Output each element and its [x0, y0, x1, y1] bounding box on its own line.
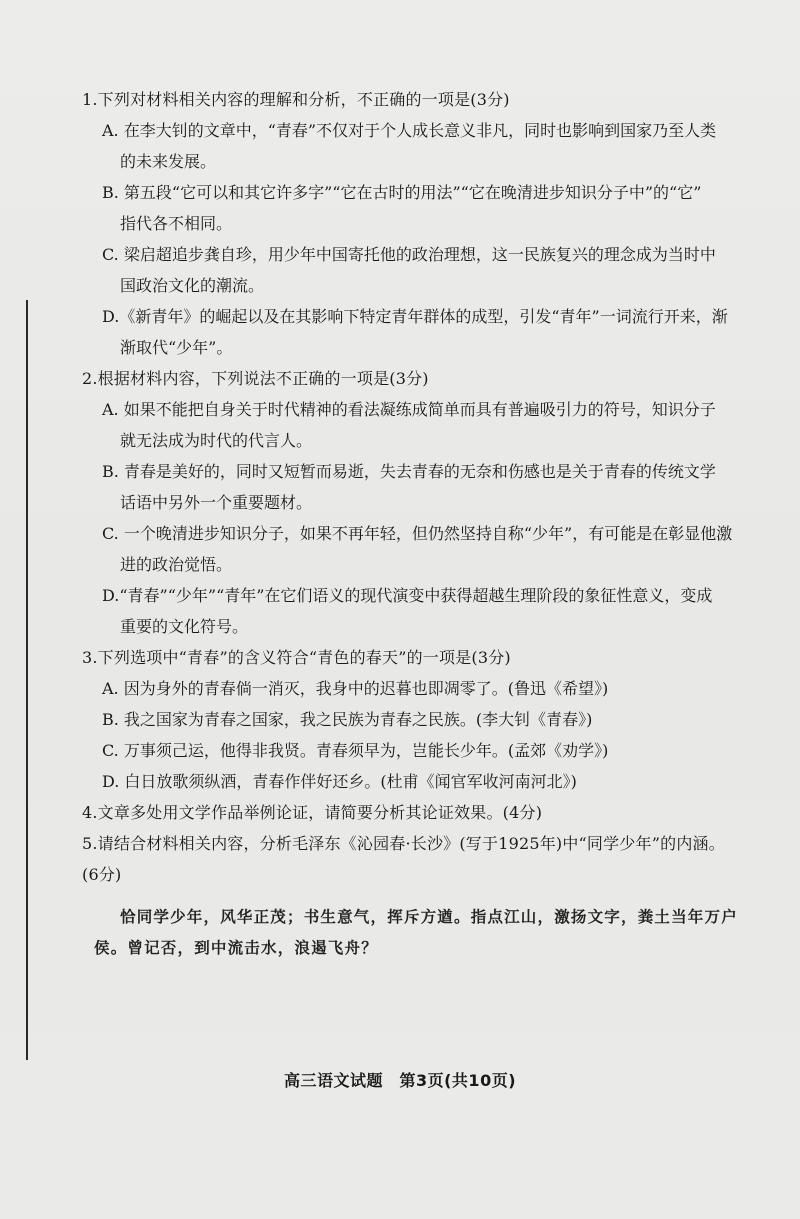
option-c: C. 万事须己运，他得非我贤。青春须早为，岂能长少年。(孟郊《劝学》): [102, 741, 609, 760]
option-a: A. 在李大钊的文章中，“青春”不仅对于个人成长意义非凡，同时也影响到国家乃至人类: [102, 121, 717, 140]
option-c-continued: 国政治文化的潮流。: [120, 276, 265, 295]
option-a-continued: 的未来发展。: [120, 152, 217, 171]
poem-excerpt: [82, 902, 747, 964]
option-a-continued: 就无法成为时代的代言人。: [120, 431, 313, 450]
question-3: [82, 642, 747, 797]
option-b-continued: 话语中另外一个重要题材。: [120, 493, 313, 512]
option-c: C. 一个晚清进步知识分子，如果不再年轻，但仍然坚持自称“少年”，有可能是在彰显他激: [102, 524, 733, 543]
question-points: (6分): [82, 865, 122, 884]
question-4: 4.文章多处用文学作品举例论证，请简要分析其论证效果。(4分): [82, 803, 543, 822]
poem-line-2: 侯。曾记否，到中流击水，浪遏飞舟？: [94, 939, 378, 957]
option-d: D.《新青年》的崛起以及在其影响下特定青年群体的成型，引发“青年”一词流行开来，渐: [102, 307, 728, 326]
option-b: B. 我之国家为青春之国家，我之民族为青春之民族。(李大钊《青春》): [102, 710, 593, 729]
question-stem: 3.下列选项中“青春”的含义符合“青色的春天”的一项是(3分): [82, 648, 511, 667]
option-c: C. 梁启超追步龚自珍，用少年中国寄托他的政治理想，这一民族复兴的理念成为当时中: [102, 245, 716, 264]
option-b: B. 青春是美好的，同时又短暂而易逝，失去青春的无奈和伤感也是关于青春的传统文学: [102, 462, 716, 481]
option-d: D.“青春”“少年”“青年”在它们语义的现代演变中获得超越生理阶段的象征性意义，变成: [102, 586, 713, 605]
binding-margin-line: [26, 300, 28, 1060]
page-footer: 高三语文试题 第3页(共10页): [283, 1071, 517, 1090]
option-d-continued: 重要的文化符号。: [120, 617, 249, 636]
option-d-continued: 渐取代“少年”。: [120, 338, 233, 357]
option-d: D. 白日放歌须纵酒，青春作伴好还乡。(杜甫《闻官军收河南河北》): [102, 772, 577, 791]
option-a: A. 如果不能把自身关于时代精神的看法凝练成简单而具有普遍吸引力的符号，知识分子: [102, 400, 716, 419]
questions-section: [82, 84, 747, 964]
question-1: [82, 84, 747, 363]
poem-line-1: 恰同学少年，风华正茂；书生意气，挥斥方遒。指点江山，激扬文字，粪土当年万户: [120, 908, 738, 926]
question-2: [82, 363, 747, 642]
option-a: A. 因为身外的青春倘一消灭，我身中的迟暮也即凋零了。(鲁迅《希望》): [102, 679, 609, 698]
question-stem: 2.根据材料内容，下列说法不正确的一项是(3分): [82, 369, 429, 388]
question-stem: 5.请结合材料相关内容，分析毛泽东《沁园春·长沙》(写于1925年)中“同学少年”的内涵。: [82, 834, 725, 853]
question-5: [82, 828, 747, 890]
option-b-continued: 指代各不相同。: [120, 214, 233, 233]
option-b: B. 第五段“它可以和其它许多字”“它在古时的用法”“它在晚清进步知识分子中”的“它”: [102, 183, 702, 202]
question-stem: 1.下列对材料相关内容的理解和分析，不正确的一项是(3分): [82, 90, 510, 109]
option-c-continued: 进的政治觉悟。: [120, 555, 233, 574]
